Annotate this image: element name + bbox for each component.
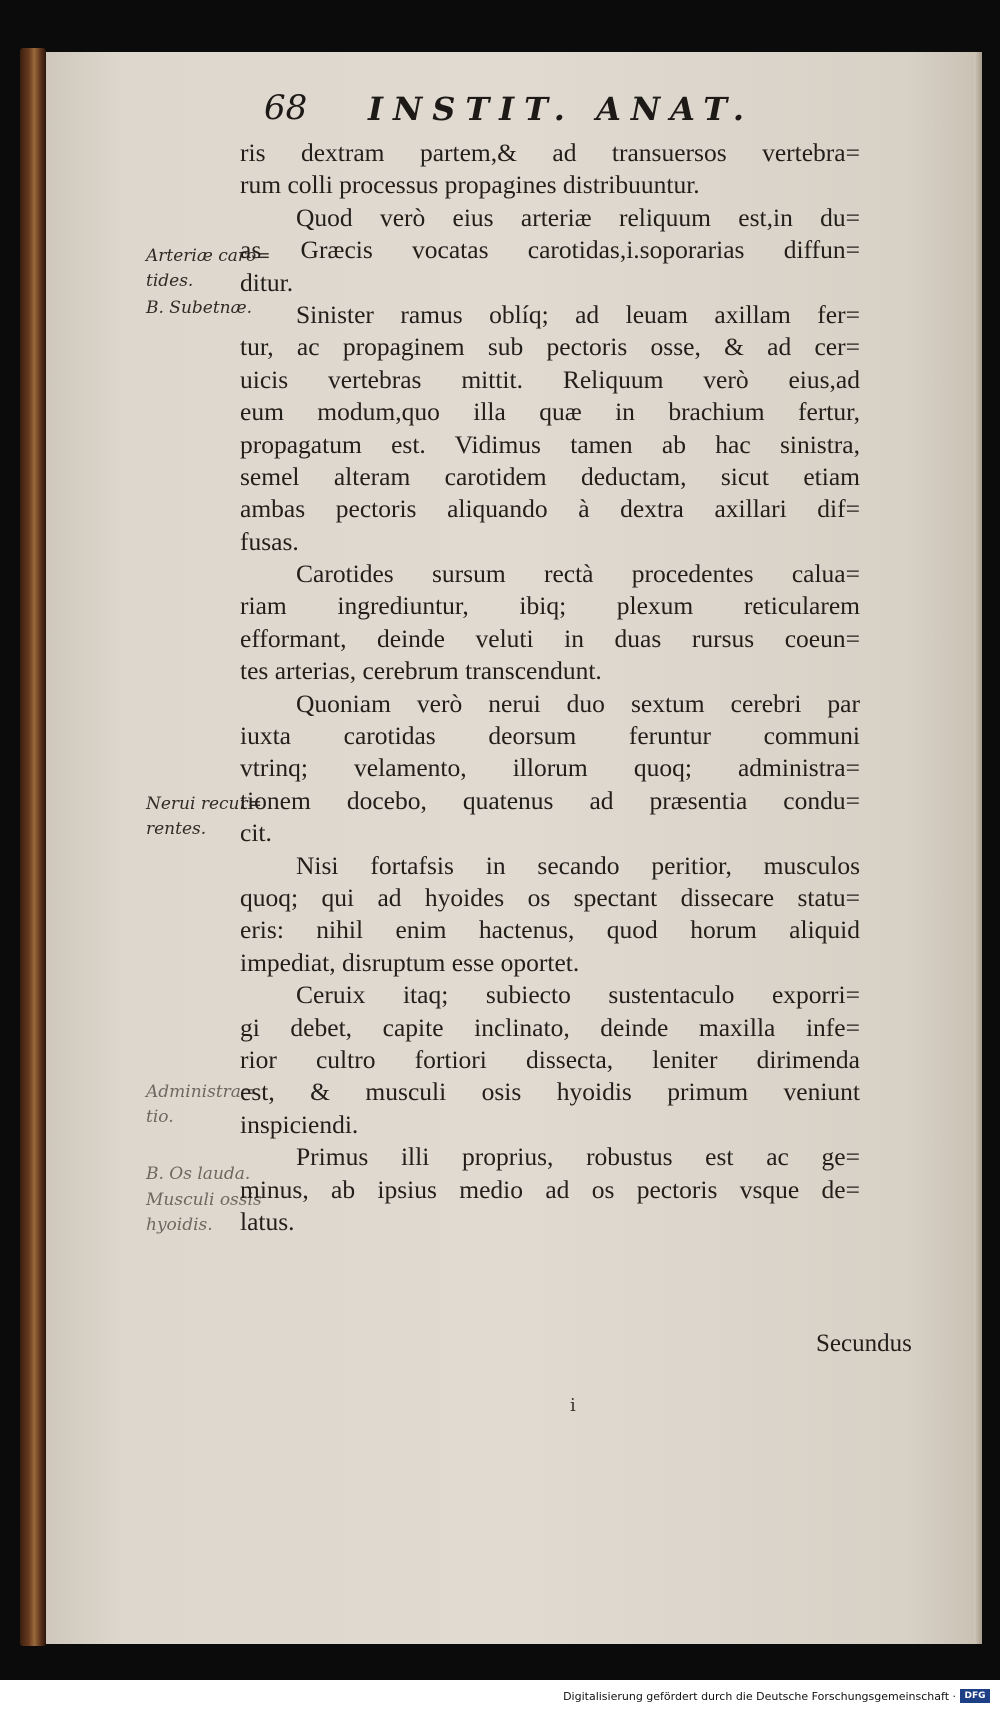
- text-line: latus.: [240, 1206, 295, 1236]
- text-line: as Græcis vocatas carotidas,i.soporarias diffun=: [240, 235, 860, 265]
- marginal-line: tio.: [146, 1107, 174, 1127]
- text-line: est, & musculi osis hyoidis primum veniunt: [240, 1077, 860, 1107]
- marginal-line: Administra=: [146, 1082, 256, 1102]
- text-line: minus, ab ipsius medio ad os pectoris vsque de=: [240, 1174, 860, 1204]
- text-line: eris: nihil enim hactenus, quod horum aliquid: [240, 915, 860, 945]
- text-line: riam ingrediuntur, ibiq; plexum reticularem: [240, 591, 860, 621]
- marginal-line: Nerui recur=: [146, 794, 262, 814]
- text-line: rior cultro fortiori dissecta, leniter dirimenda: [240, 1044, 860, 1074]
- text-line: Carotides sursum rectà procedentes calua=: [296, 559, 860, 589]
- text-line: inspiciendi.: [240, 1109, 359, 1139]
- text-line: Sinister ramus oblíq; ad leuam axillam fer=: [296, 299, 860, 329]
- footer-credit: Digitalisierung gefördert durch die Deutsche Forschungsgemeinschaft ·: [563, 1690, 956, 1703]
- marginal-line: Arteriæ caro=: [146, 246, 271, 266]
- text-line: Ceruix itaq; subiecto sustentaculo exporri=: [296, 980, 860, 1010]
- marginal-line: rentes.: [146, 819, 207, 839]
- marginal-line: B. Subetnæ.: [146, 298, 253, 318]
- text-line: tionem docebo, quatenus ad præsentia condu=: [240, 785, 860, 815]
- catchword: Secundus: [816, 1330, 912, 1357]
- text-line: cit.: [240, 818, 272, 848]
- signature-mark: i: [570, 1395, 576, 1416]
- text-line: vtrinq; velamento, illorum quoq; administra=: [240, 753, 860, 783]
- dfg-logo: DFG: [960, 1689, 990, 1703]
- page-number: 68: [264, 88, 308, 128]
- text-line: iuxta carotidas deorsum feruntur communi: [240, 721, 860, 751]
- body-text: [240, 137, 860, 1238]
- text-line: efformant, deinde veluti in duas rursus coeun=: [240, 623, 860, 653]
- running-title: INSTIT. ANAT.: [368, 90, 755, 128]
- book-spine: [20, 48, 46, 1646]
- text-line: impediat, disruptum esse oportet.: [240, 947, 580, 977]
- text-line: rum colli processus propagines distribuuntur.: [240, 170, 700, 200]
- marginal-line: Musculi ossis: [146, 1190, 262, 1210]
- page-edge: [974, 52, 982, 1644]
- marginal-line: hyoidis.: [146, 1215, 213, 1235]
- marginal-line: B. Os lauda.: [146, 1164, 251, 1184]
- digitization-footer: [0, 1680, 1000, 1717]
- marginal-line: tides.: [146, 271, 194, 291]
- text-line: quoq; qui ad hyoides os spectant dissecare statu=: [240, 882, 860, 912]
- text-line: semel alteram carotidem deductam, sicut etiam: [240, 461, 860, 491]
- text-line: ris dextram partem,& ad transuersos vertebra=: [240, 138, 860, 167]
- text-line: Nisi fortafsis in secando peritior, musculos: [296, 850, 860, 880]
- text-line: ditur.: [240, 267, 294, 297]
- text-line: eum modum,quo illa quæ in brachium fertur,: [240, 397, 860, 427]
- text-line: Primus illi proprius, robustus est ac ge=: [296, 1142, 860, 1172]
- text-line: uicis vertebras mittit. Reliquum verò eius,ad: [240, 364, 860, 394]
- running-head: [264, 88, 824, 144]
- text-line: tur, ac propaginem sub pectoris osse, & ad cer=: [240, 332, 860, 362]
- text-line: Quoniam verò nerui duo sextum cerebri par: [296, 688, 860, 718]
- text-line: Quod verò eius arteriæ reliquum est,in du=: [296, 202, 860, 232]
- text-line: ambas pectoris aliquando à dextra axillari dif=: [240, 494, 860, 524]
- text-line: tes arterias, cerebrum transcendunt.: [240, 656, 602, 686]
- text-line: gi debet, capite inclinato, deinde maxilla infe=: [240, 1012, 860, 1042]
- text-line: fusas.: [240, 526, 299, 556]
- text-line: propagatum est. Vidimus tamen ab hac sinistra,: [240, 429, 860, 459]
